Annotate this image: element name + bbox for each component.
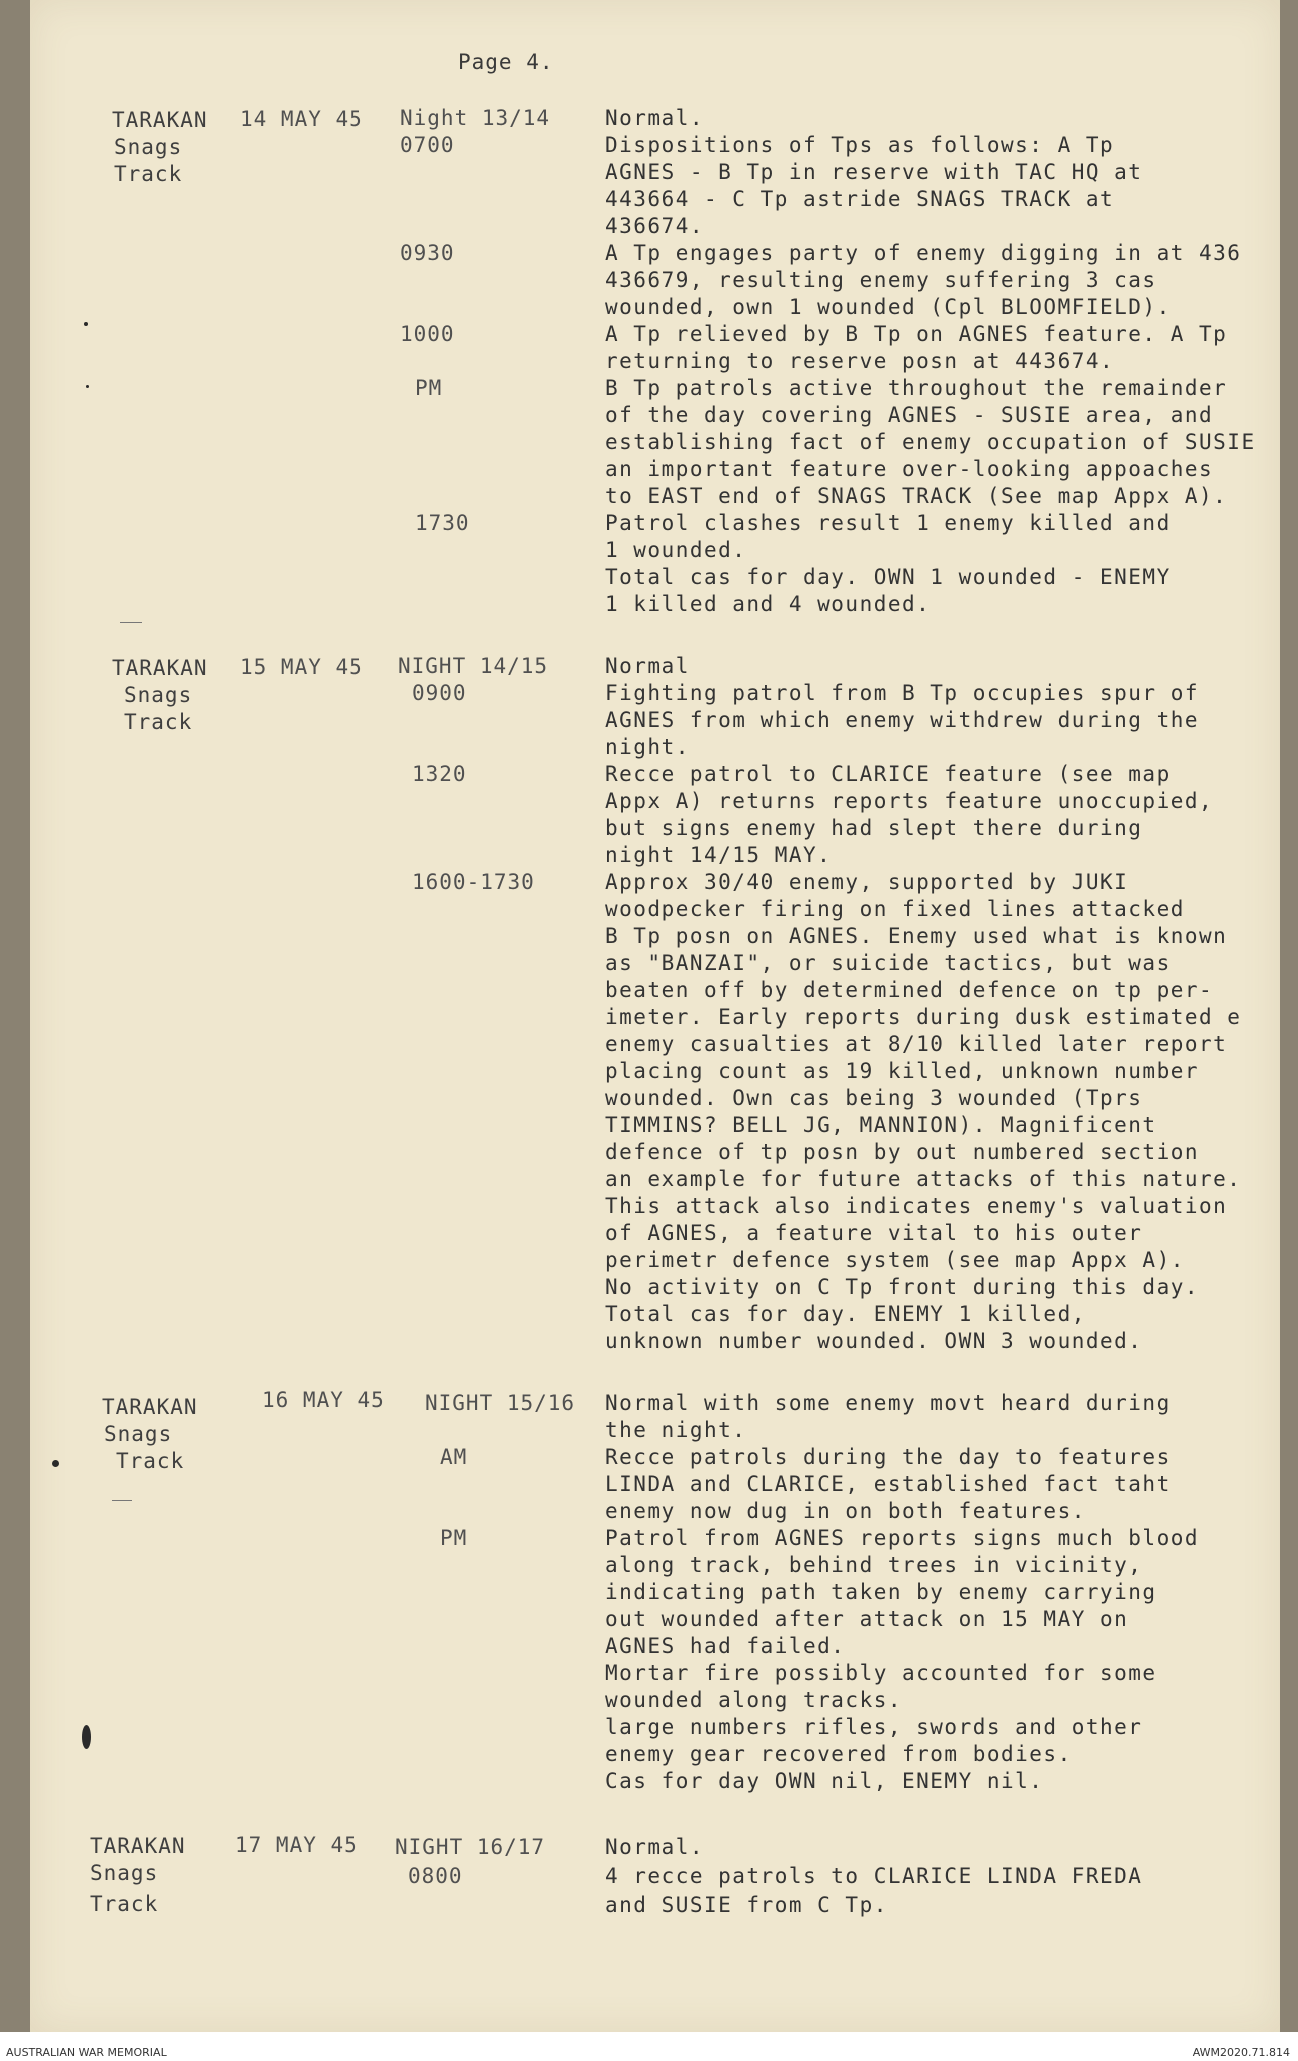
entry-time: Night 13/14 — [400, 106, 551, 130]
entry-location — [112, 655, 208, 736]
margin-tick — [120, 622, 142, 623]
entry-location — [102, 1394, 198, 1475]
location-line: Snags — [124, 683, 193, 707]
archive-footer — [0, 2032, 1298, 2061]
entry-date: 16 MAY 45 — [262, 1388, 385, 1412]
location-line: Snags — [104, 1422, 173, 1446]
entry-text: Normal. Dispositions of Tps as follows: A Tp AGNES - B Tp in reserve with TAC HQ at 443664 - C Tp astride SNAGS TRACK at 436674. A Tp engages party of enemy digging in at 436 436679, resulting enemy suffering 3 cas wounded, own 1 wounded (Cpl BLOOMFIELD). A Tp relieved by B Tp on AGNES feature. A Tp returning to reserve posn at 443674. B Tp patrols active throughout the remainder of the day covering AGNES - SUSIE area, and establishing fact of enemy occupation of SUSIE an important feature over-looking appoaches to EAST end of SNAGS TRACK (See map Appx A). Patrol clashes result 1 enemy killed and 1 wounded. Total cas for day. OWN 1 wounded - ENEMY 1 killed and 4 wounded. — [605, 106, 1256, 616]
entry-time: 1730 — [415, 511, 470, 535]
entry-time: 1000 — [400, 322, 455, 346]
ink-blot — [52, 1460, 59, 1467]
entry-time: 0800 — [408, 1864, 463, 1888]
location-line: Track — [124, 710, 193, 734]
entry-text: Normal Fighting patrol from B Tp occupies spur of AGNES from which enemy withdrew during the night. Recce patrol to CLARICE feature (see map Appx A) returns reports feature unoccupied, but signs enemy had slept there during night 14/15 MAY. Approx 30/40 enemy, supported by JUKI woodpecker firing on fixed lines attacked B Tp posn on AGNES. Enemy used what is known as "BANZAI", or suicide tactics, but was beaten off by determined defence on tp per- imeter. Early reports during dusk estimated e enemy casualties at 8/10 killed later report placing count as 19 killed, unknown number wounded. Own cas being 3 wounded (Tprs TIMMINS? BELL JG, MANNION). Magnificent defence of tp posn by out numbered section an example for future attacks of this nature. This attack also indicates enemy's valuation of AGNES, a feature vital to his outer perimetr defence system (see map Appx A). No activity on C Tp front during this day. Total cas for day. ENEMY 1 killed, unknown number wounded. OWN 3 wounded. — [605, 654, 1242, 1353]
location-line: TARAKAN — [112, 656, 208, 680]
location-line: Track — [116, 1449, 185, 1473]
footer-institution: AUSTRALIAN WAR MEMORIAL — [6, 2046, 167, 2059]
entry-location — [90, 1833, 186, 1918]
location-line: Track — [114, 162, 183, 186]
page-number: Page 4. — [458, 50, 554, 74]
entry-location — [112, 107, 208, 188]
entry-time: 1320 — [412, 762, 467, 786]
location-line: Snags — [90, 1861, 159, 1885]
entry-time: NIGHT 16/17 — [395, 1835, 546, 1859]
entry-time: NIGHT 15/16 — [425, 1391, 576, 1415]
entry-time: 0930 — [400, 241, 455, 265]
ink-blot — [82, 1725, 91, 1749]
entry-time: PM — [440, 1526, 468, 1550]
entry-time: 0900 — [412, 681, 467, 705]
entry-text: Normal with some enemy movt heard during the night. Recce patrols during the day to features LINDA and CLARICE, established fact taht enemy now dug in on both features. Patrol from AGNES reports signs much blood along track, behind trees in vicinity, indicating path taken by enemy carrying out wounded after attack on 15 MAY on AGNES had failed. Mortar fire possibly accounted for some wounded along tracks. large numbers rifles, swords and other enemy gear recovered from bodies. Cas for day OWN nil, ENEMY nil. — [605, 1391, 1200, 1793]
location-line: TARAKAN — [102, 1395, 198, 1419]
entry-time: NIGHT 14/15 — [398, 654, 549, 678]
entry-time: PM — [415, 376, 443, 400]
margin-tick — [112, 1500, 132, 1501]
ink-blot — [84, 322, 88, 326]
location-line: Track — [90, 1892, 159, 1916]
entry-time: 1600-1730 — [412, 870, 535, 894]
entry-text: Normal. 4 recce patrols to CLARICE LINDA FREDA and SUSIE from C Tp. — [605, 1835, 1143, 1917]
entry-time: AM — [440, 1445, 468, 1469]
ink-blot — [86, 385, 89, 388]
entry-date: 17 MAY 45 — [235, 1833, 358, 1857]
location-line: TARAKAN — [90, 1834, 186, 1858]
location-line: Snags — [114, 135, 183, 159]
footer-accession-number: AWM2020.71.814 — [1192, 2046, 1290, 2059]
location-line: TARAKAN — [112, 108, 208, 132]
entry-date: 14 MAY 45 — [240, 107, 363, 131]
entry-date: 15 MAY 45 — [240, 655, 363, 679]
entry-time: 0700 — [400, 133, 455, 157]
document-page — [30, 0, 1280, 2032]
